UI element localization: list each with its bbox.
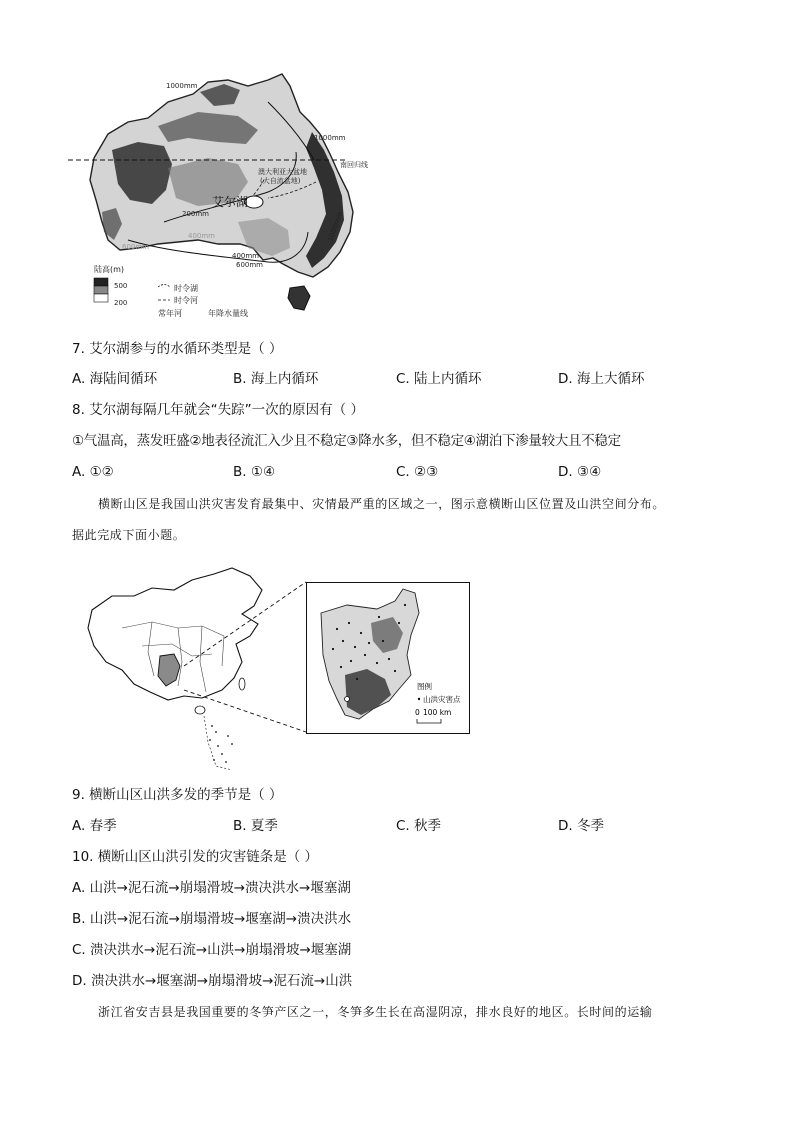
- label-iso-400-w: 400mm: [188, 232, 215, 240]
- label-basin-2: (大自流盆地): [260, 177, 301, 185]
- label-iso-600-w: 600mm: [122, 243, 149, 251]
- legend-500: 500: [114, 282, 128, 290]
- q10-option-d[interactable]: D. 溃决洪水→堰塞湖→崩塌滑坡→泥石流→山洪: [72, 973, 353, 989]
- hengduan-inset-map: [307, 583, 469, 733]
- q10-option-a[interactable]: A. 山洪→泥石流→崩塌滑坡→溃决洪水→堰塞湖: [72, 880, 351, 896]
- q7-option-d[interactable]: D. 海上大循环: [558, 371, 645, 387]
- legend-title: 陆高(m): [94, 265, 125, 274]
- map1-legend: [94, 264, 248, 318]
- label-iso-n: 1000mm: [166, 82, 198, 90]
- label-lake-eyre: 艾尔湖: [212, 195, 249, 209]
- passage-3-line-1: 浙江省安吉县是我国重要的冬笋产区之一，冬笋多生长在高湿阴凉，排水良好的地区。长时间的运输: [98, 1005, 653, 1019]
- label-iso-200: 200mm: [182, 210, 209, 218]
- label-iso-ne: 1000mm: [314, 134, 346, 142]
- q8-option-a[interactable]: A. ①②: [72, 464, 114, 480]
- question-9-stem: 9. 横断山区山洪多发的季节是（ ）: [72, 787, 283, 803]
- q8-option-b[interactable]: B. ①④: [233, 464, 276, 480]
- connector-lines: [170, 580, 310, 740]
- q10-option-c[interactable]: C. 溃决洪水→泥石流→山洪→崩塌滑坡→堰塞湖: [72, 942, 352, 958]
- question-8-detail: ①气温高，蒸发旺盛②地表径流汇入少且不稳定③降水多，但不稳定④湖泊下渗量较大且不稳定: [72, 433, 621, 449]
- scale-zero: 0: [415, 708, 420, 717]
- tasmania: [288, 286, 310, 310]
- legend-seasonal-lake: 时令湖: [174, 284, 198, 293]
- legend-perennial-river: 常年河: [158, 309, 182, 318]
- label-iso-600-s: 600mm: [236, 261, 263, 269]
- scale-km: 100 km: [423, 708, 452, 717]
- passage-2-line-2: 据此完成下面小题。: [72, 528, 186, 542]
- question-7-stem: 7. 艾尔湖参与的水循环类型是（ ）: [72, 341, 283, 357]
- inset-legend-title: 图例: [417, 682, 432, 691]
- q9-option-d[interactable]: D. 冬季: [558, 818, 604, 834]
- inset-legend-item: 山洪灾害点: [423, 695, 461, 704]
- q9-option-a[interactable]: A. 春季: [72, 818, 117, 834]
- legend-seasonal-river: 时令河: [174, 296, 198, 305]
- question-10-stem: 10. 横断山区山洪引发的灾害链条是（ ）: [72, 849, 319, 865]
- australia-map: [68, 72, 388, 322]
- q9-option-b[interactable]: B. 夏季: [233, 818, 278, 834]
- q7-option-c[interactable]: C. 陆上内循环: [396, 371, 482, 387]
- q8-option-c[interactable]: C. ②③: [396, 464, 439, 480]
- q8-option-d[interactable]: D. ③④: [558, 464, 602, 480]
- label-tropic: 南回归线: [340, 161, 368, 169]
- legend-isohyet: 年降水量线: [208, 309, 248, 318]
- q10-option-b[interactable]: B. 山洪→泥石流→崩塌滑坡→堰塞湖→溃决洪水: [72, 911, 352, 927]
- q7-option-a[interactable]: A. 海陆间循环: [72, 371, 158, 387]
- city-marker: [345, 697, 350, 702]
- q7-option-b[interactable]: B. 海上内循环: [233, 371, 319, 387]
- q9-option-c[interactable]: C. 秋季: [396, 818, 442, 834]
- hengduan-inset: [306, 582, 470, 734]
- question-8-stem: 8. 艾尔湖每隔几年就会“失踪”一次的原因有（ ）: [72, 402, 364, 418]
- legend-200: 200: [114, 299, 128, 307]
- label-basin-1: 澳大利亚大盆地: [258, 168, 307, 176]
- label-iso-400-s: 400mm: [232, 252, 259, 260]
- passage-2-line-1: 横断山区是我国山洪灾害发育最集中、灾情最严重的区域之一，图示意横断山区位置及山洪空间分布。: [98, 497, 666, 511]
- label-iso-1000-e: 1000mm: [326, 210, 345, 243]
